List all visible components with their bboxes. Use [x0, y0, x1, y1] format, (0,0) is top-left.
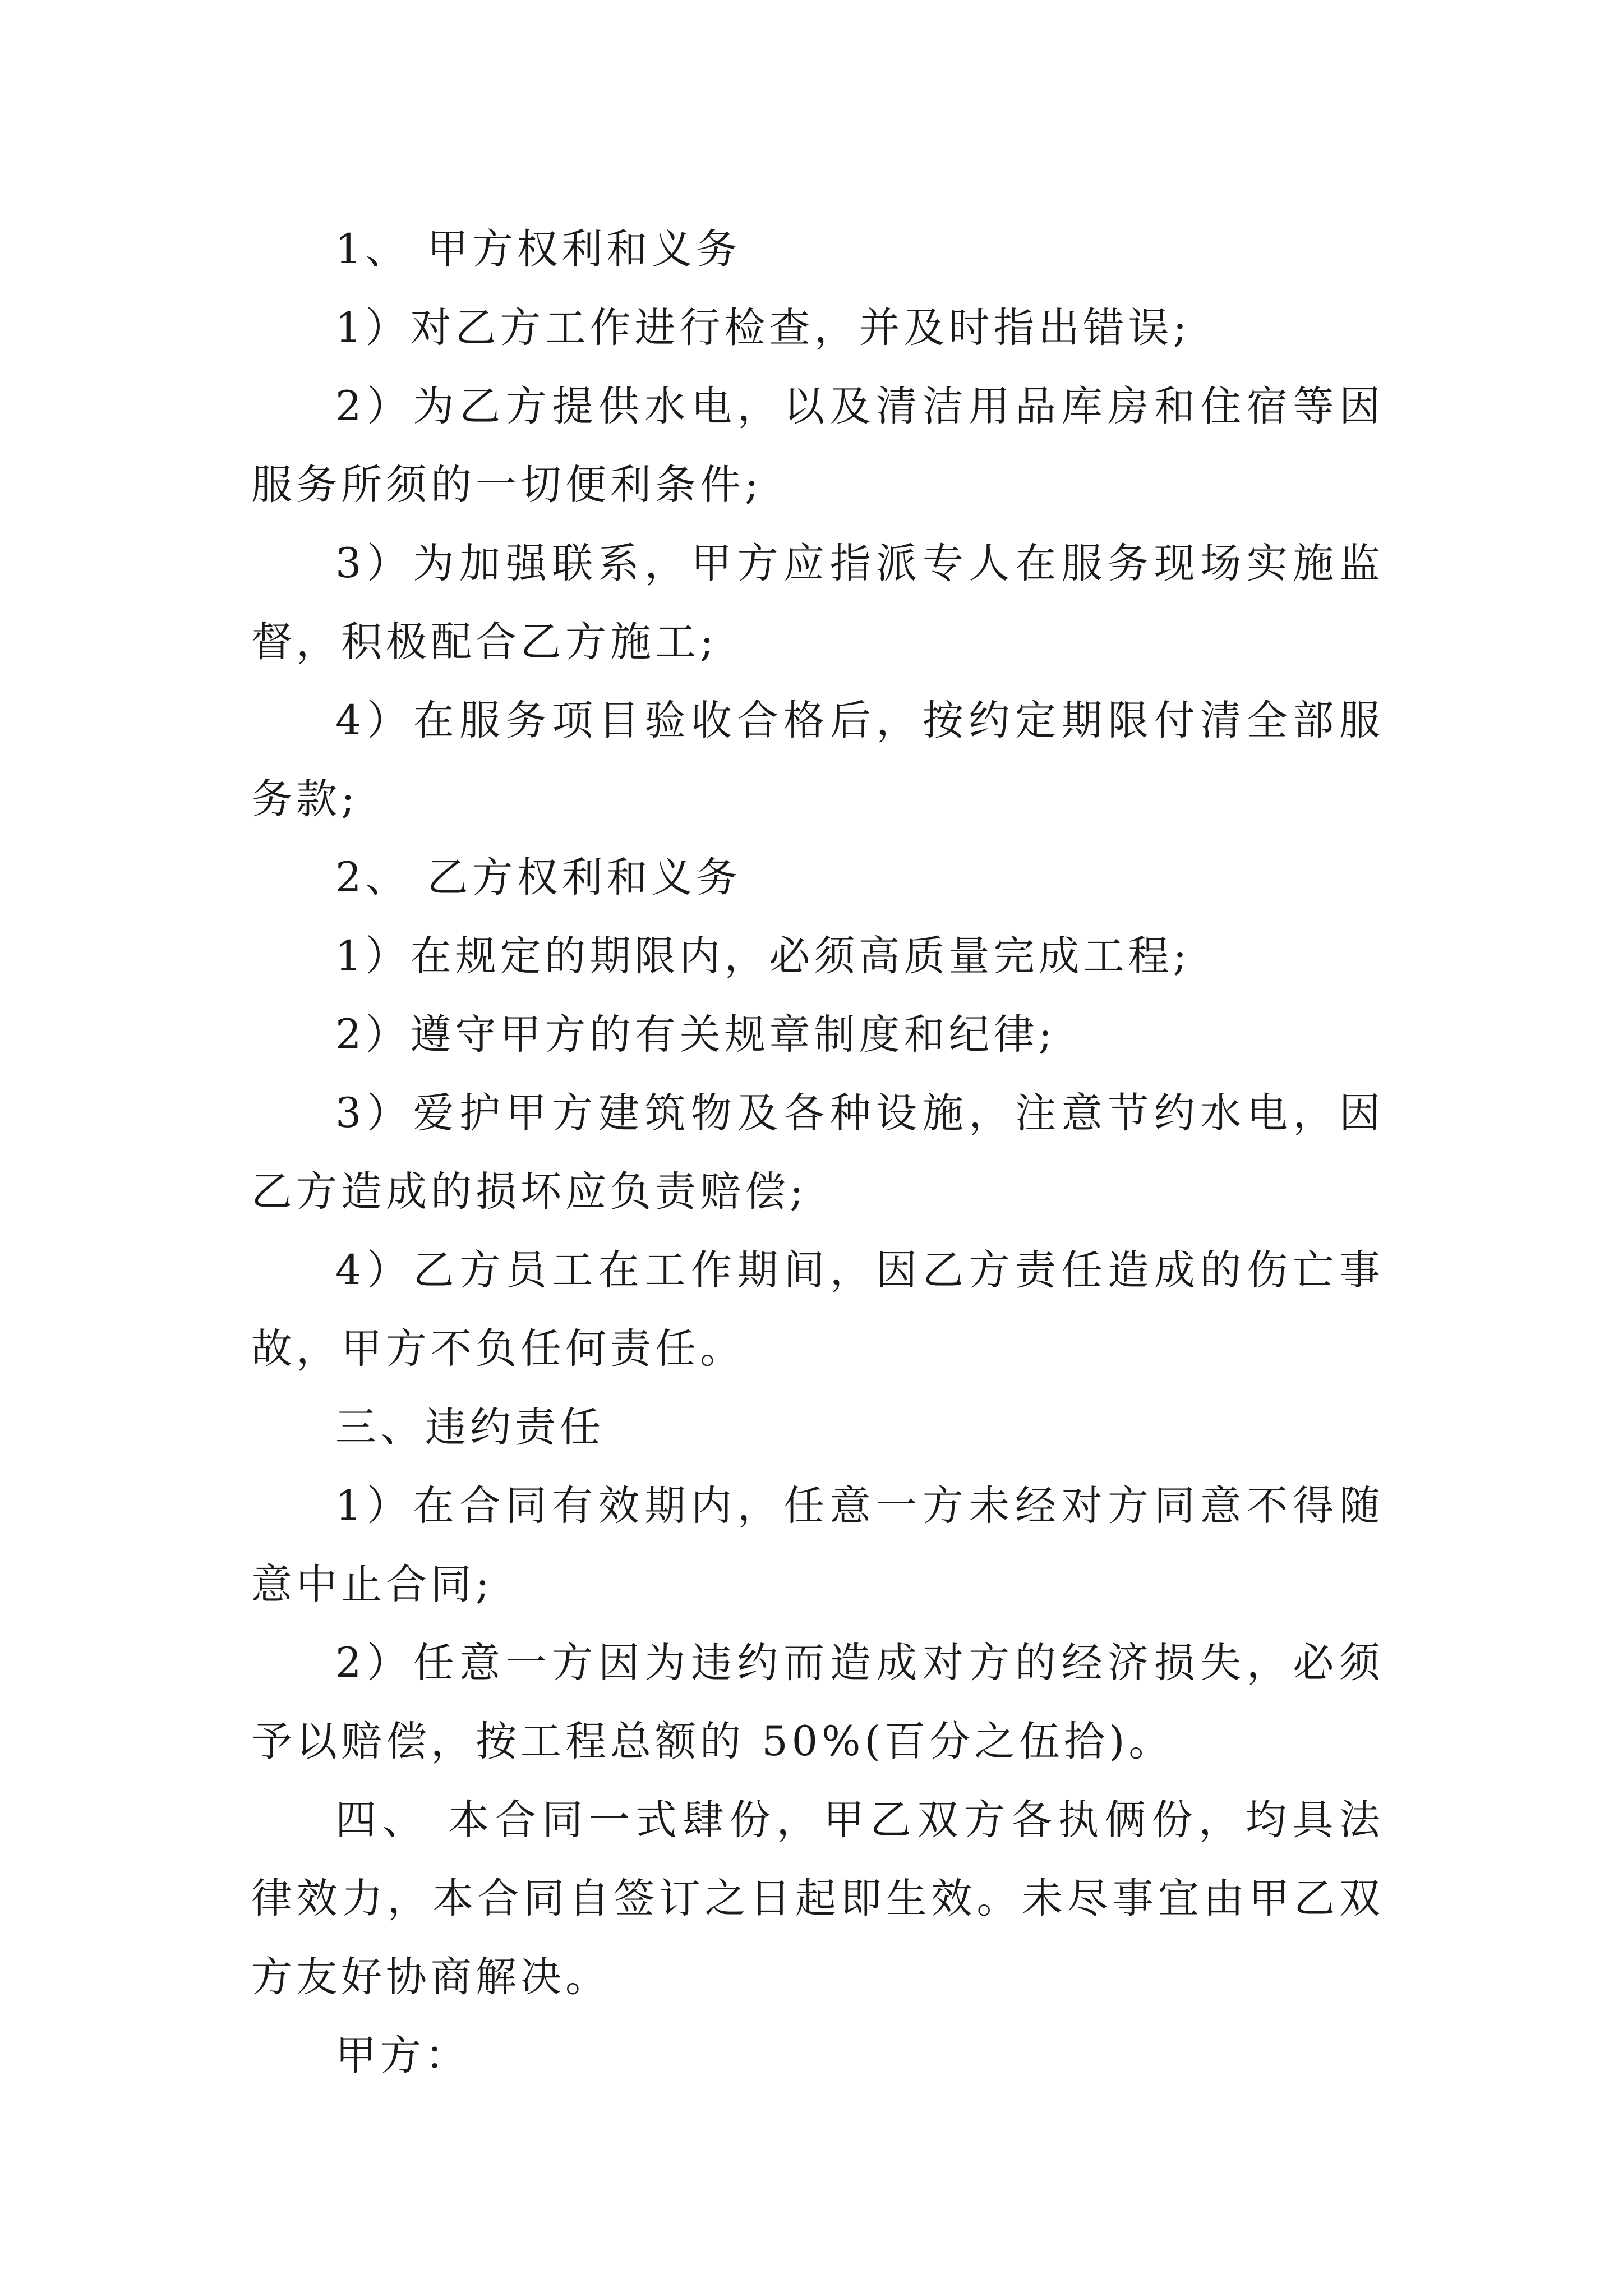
section-four-copies: 四、 本合同一式肆份，甲乙双方各执俩份，均具法律效力，本合同自签订之日起即生效。未尽事宜由甲乙双方友好协商解决。	[251, 1796, 1384, 2001]
party-a-clause-4: 4）在服务项目验收合格后，按约定期限付清全部服务款;	[251, 697, 1384, 823]
party-b-clause-4: 4）乙方员工在工作期间，因乙方责任造成的伤亡事故，甲方不负任何责任。	[251, 1246, 1384, 1373]
heading-party-a-rights: 1、 甲方权利和义务	[335, 226, 741, 273]
breach-clause-1: 1）在合同有效期内，任意一方未经对方同意不得随意中止合同;	[251, 1482, 1384, 1608]
party-a-clause-2: 2）为乙方提供水电，以及清洁用品库房和住宿等因服务所须的一切便利条件;	[251, 383, 1384, 509]
party-b-clause-2: 2）遵守甲方的有关规章制度和纪律;	[335, 1011, 1057, 1059]
signature-party-a-label: 甲方：	[335, 2032, 470, 2079]
heading-party-b-rights: 2、 乙方权利和义务	[335, 854, 741, 901]
party-b-clause-3: 3）爱护甲方建筑物及各种设施，注意节约水电，因乙方造成的损坏应负责赔偿;	[251, 1089, 1384, 1216]
document-body	[251, 210, 1384, 2095]
breach-clause-2: 2）任意一方因为违约而造成对方的经济损失，必须予以赔偿，按工程总额的 50%(百分之伍拾)。	[251, 1639, 1384, 1765]
party-a-clause-1: 1）对乙方工作进行检查，并及时指出错误;	[335, 304, 1191, 352]
heading-breach-liability: 三、违约责任	[335, 1404, 605, 1451]
party-b-clause-1: 1）在规定的期限内，必须高质量完成工程;	[335, 932, 1191, 980]
party-a-clause-3: 3）为加强联系，甲方应指派专人在服务现场实施监督，积极配合乙方施工;	[251, 540, 1384, 666]
